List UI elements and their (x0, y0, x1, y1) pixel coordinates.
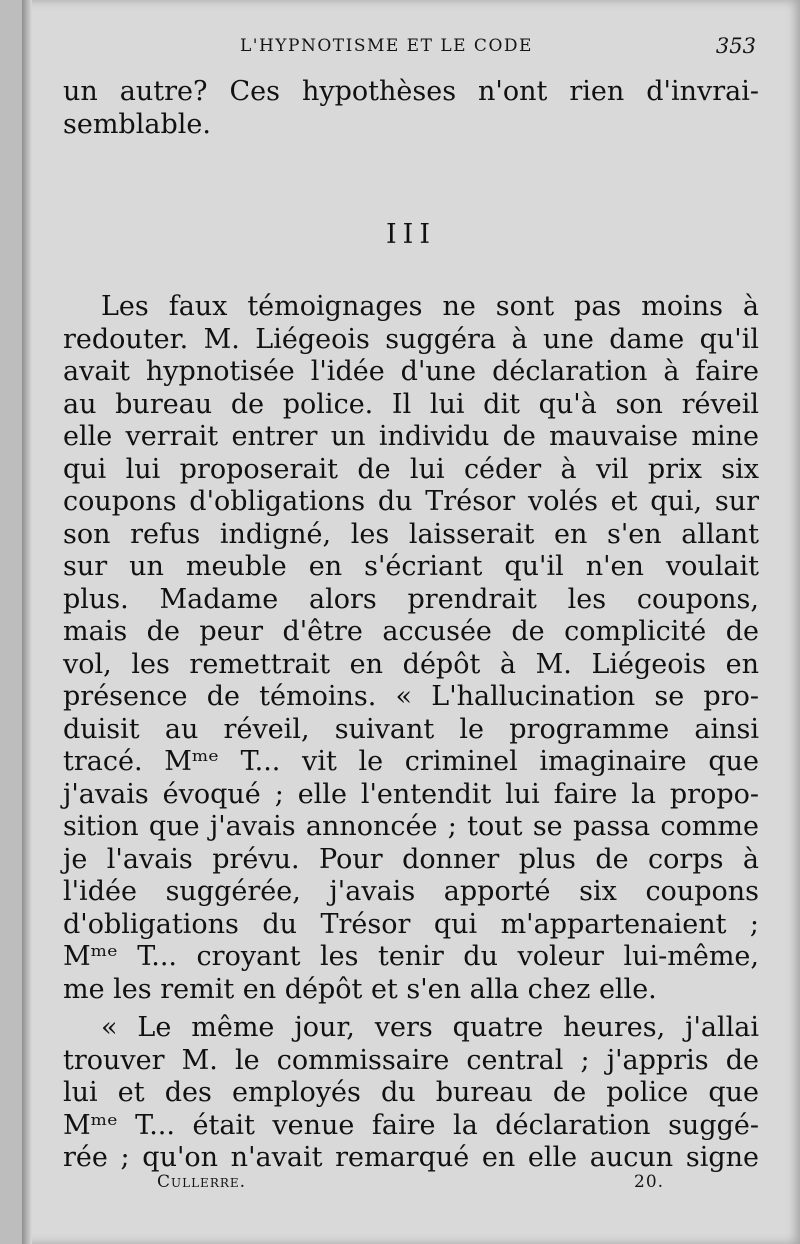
text-line: coupons d'obligations du Trésor volés et qui, sur (63, 486, 759, 517)
text-line: Mᵐᵉ T... croyant les tenir du voleur lui-même, (63, 941, 759, 972)
text-line: sition que j'avais annoncée ; tout se passa comme (63, 811, 759, 842)
text-line: vol, les remettrait en dépôt à M. Liégeois en (63, 648, 759, 680)
text-line: au bureau de police. Il lui dit qu'à son réveil (63, 388, 759, 420)
text-line: présence de témoins. « L'hallucination se pro- (63, 681, 759, 712)
text-line: rée ; qu'on n'avait remarqué en elle aucun signe (63, 1142, 759, 1173)
text-line: duisit au réveil, suivant le programme ainsi (63, 713, 759, 745)
text-line: je l'avais prévu. Pour donner plus de corps à (63, 843, 759, 875)
text-line: j'avais évoqué ; elle l'entendit lui faire la propo- (63, 778, 759, 810)
text-line: trouver M. le commissaire central ; j'appris de (63, 1044, 759, 1076)
text-line: semblable. (63, 108, 211, 140)
section-heading: III (386, 219, 436, 250)
page-footer (22, 1172, 800, 1194)
page-number: 353 (715, 34, 756, 58)
page-header (22, 36, 800, 60)
text-line: elle verrait entrer un individu de mauvaise mine (63, 421, 759, 452)
running-title: L'HYPNOTISME ET LE CODE (240, 36, 533, 56)
text-line: d'obligations du Trésor qui m'appartenaient ; (63, 908, 759, 940)
text-line: l'idée suggérée, j'avais apporté six coupons (63, 876, 759, 907)
text-line: son refus indigné, les laisserait en s'en allant (63, 518, 759, 550)
text-line: Mᵐᵉ T... était venue faire la déclaration suggé- (63, 1109, 759, 1141)
text-line: Les faux témoignages ne sont pas moins à (101, 291, 759, 322)
paragraph-2 (63, 1012, 759, 1175)
page-body (63, 76, 759, 1175)
text-line: « Le même jour, vers quatre heures, j'allai (101, 1012, 759, 1043)
text-line: lui et des employés du bureau de police que (63, 1077, 759, 1108)
text-line: plus. Madame alors prendrait les coupons, (63, 583, 759, 615)
text-line: tracé. Mᵐᵉ T... vit le criminel imaginaire que (63, 746, 759, 777)
text-line: un autre? Ces hypothèses n'ont rien d'invrai- (63, 76, 759, 107)
text-line: qui lui proposerait de lui céder à vil prix six (63, 453, 759, 485)
book-page (22, 0, 800, 1244)
paragraph-1 (63, 291, 759, 1006)
text-line: mais de peur d'être accusée de complicité de (63, 616, 759, 647)
text-line: redouter. M. Liégeois suggéra à une dame qu'il (63, 323, 759, 355)
text-line: avait hypnotisée l'idée d'une déclaration à faire (63, 356, 759, 387)
printer-signature: Cullerre. (157, 1172, 247, 1192)
text-line: sur un meuble en s'écriant qu'il n'en voulait (63, 551, 759, 582)
signature-mark: 20. (634, 1172, 665, 1192)
text-line: me les remit en dépôt et s'en alla chez elle. (63, 973, 657, 1005)
